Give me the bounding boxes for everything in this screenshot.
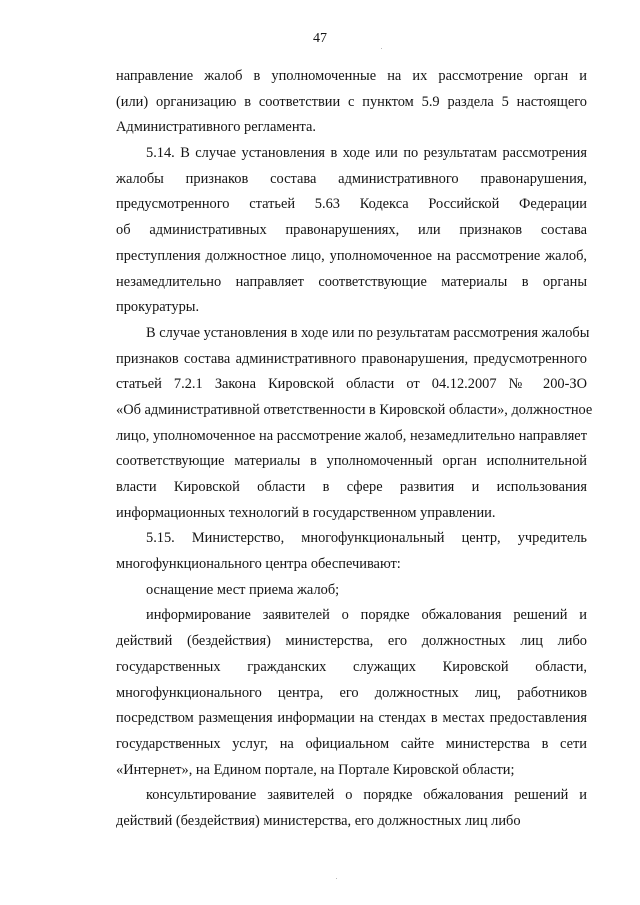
- paragraph-p5: [116, 578, 587, 604]
- text-line: лицо, уполномоченное на рассмотрение жалоб, незамедлительно направляет: [116, 427, 587, 444]
- text-line: направление жалоб в уполномоченные на их рассмотрение орган и: [116, 68, 587, 84]
- text-line: многофункционального центра, его должностных лиц, работников: [116, 684, 587, 701]
- text-line: посредством размещения информации на стендах в местах предоставления: [116, 710, 587, 727]
- text-line: предусмотренного статьей 5.63 Кодекса Российской Федерации: [116, 196, 587, 213]
- text-line: «Интернет», на Едином портале, на Портале Кировской области;: [116, 761, 515, 778]
- page-number: 47: [313, 31, 327, 46]
- text-line: информационных технологий в государственном управлении.: [116, 504, 496, 521]
- text-line: 5.14. В случае установления в ходе или по результатам рассмотрения: [146, 145, 587, 162]
- text-line: информирование заявителей о порядке обжалования решений и: [146, 607, 587, 624]
- paragraph-p6: [116, 603, 587, 783]
- text-line: консультирование заявителей о порядке обжалования решений и: [146, 787, 587, 804]
- text-line: жалобы признаков состава административного правонарушения,: [116, 170, 587, 187]
- text-line: признаков состава административного правонарушения, предусмотренного: [116, 350, 587, 367]
- paragraph-p4: [116, 526, 587, 577]
- text-line: преступления должностное лицо, уполномоченное на рассмотрение жалоб,: [116, 247, 587, 264]
- text-line: В случае установления в ходе или по результатам рассмотрения жалобы: [146, 324, 590, 341]
- text-line: действий (бездействия) министерства, его должностных лиц либо: [116, 812, 521, 829]
- text-line: действий (бездействия) министерства, его должностных лиц либо: [116, 633, 587, 650]
- paragraph-p2: [116, 141, 587, 321]
- text-line: 5.15. Министерство, многофункциональный центр, учредитель: [146, 530, 587, 547]
- text-line: статьей 7.2.1 Закона Кировской области от 04.12.2007 № 200-ЗО: [116, 376, 587, 393]
- paragraph-p3: [116, 321, 593, 527]
- text-line: многофункционального центра обеспечивают:: [116, 556, 401, 573]
- text-line: соответствующие материалы в уполномоченный орган исполнительной: [116, 453, 587, 470]
- text-line: «Об административной ответственности в Кировской области», должностное: [116, 401, 593, 418]
- paragraph-p1: [116, 64, 587, 141]
- scan-speck: [381, 48, 382, 49]
- paragraph-p7: [116, 783, 587, 834]
- text-line: об административных правонарушениях, или признаков состава: [116, 222, 587, 239]
- document-body: [116, 64, 593, 835]
- text-line: прокуратуры.: [116, 299, 200, 316]
- text-line: оснащение мест приема жалоб;: [146, 581, 340, 598]
- text-line: власти Кировской области в сфере развития и использования: [116, 479, 587, 495]
- text-line: незамедлительно направляет соответствующие материалы в органы: [116, 273, 587, 290]
- scan-speck: [336, 878, 337, 879]
- text-line: (или) организацию в соответствии с пунктом 5.9 раздела 5 настоящего: [116, 93, 587, 110]
- text-line: государственных услуг, на официальном сайте министерства в сети: [116, 735, 587, 752]
- text-line: государственных гражданских служащих Кировской области,: [116, 658, 587, 675]
- text-line: Административного регламента.: [116, 119, 316, 136]
